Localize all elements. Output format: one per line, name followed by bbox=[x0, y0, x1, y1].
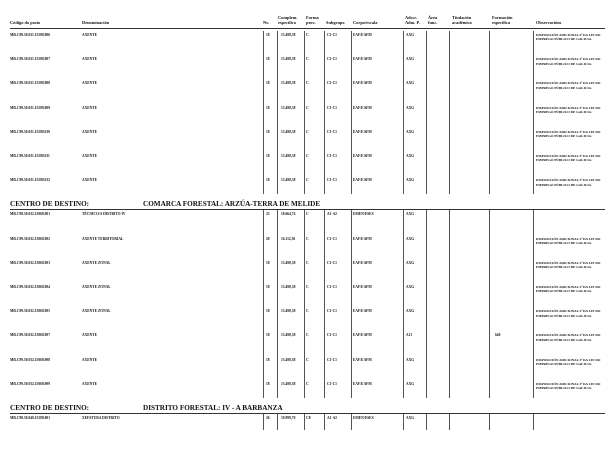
header-forma-1: Forma bbox=[306, 15, 319, 20]
cell-nv: 18 bbox=[266, 285, 270, 289]
column-divider bbox=[304, 31, 305, 194]
cell-corpo: EAF/EAFM bbox=[353, 309, 372, 314]
cell-adscr: A11 bbox=[406, 333, 412, 338]
column-divider bbox=[351, 414, 352, 430]
cell-denominacion: XEFATURA DISTRITO bbox=[82, 416, 120, 420]
cell-subgrupo: C1-C1 bbox=[327, 33, 337, 37]
header-formacion-2: específica bbox=[492, 20, 511, 25]
cell-complem: 19.999,70 bbox=[281, 416, 296, 420]
cell-observacions: DISPOSICIÓN ADICIONAL 5ª DA LEI DO EMPREGO PÚBLICO DE GALICIA. bbox=[536, 381, 601, 391]
cell-code: MR.C99.50.040.15588.001 bbox=[10, 416, 51, 420]
cell-subgrupo: C1-C1 bbox=[327, 105, 337, 110]
cell-subgrupo: A1-A2 bbox=[327, 416, 337, 420]
cell-adscr: AXG bbox=[406, 57, 414, 62]
cell-forma: C bbox=[306, 81, 309, 86]
cell-subgrupo: A1-A2 bbox=[327, 212, 337, 217]
cell-observacions: DISPOSICIÓN ADICIONAL 5ª DA LEI DO EMPREGO PÚBLICO DE GALICIA. bbox=[536, 105, 601, 114]
cell-adscr: AXG bbox=[406, 416, 414, 420]
cell-nv: 18 bbox=[266, 381, 270, 386]
cell-code: MR.C99.50.031.15588.010 bbox=[10, 129, 51, 134]
cell-denominacion: AXENTE bbox=[82, 333, 97, 338]
cell-forma: C bbox=[306, 260, 309, 265]
table-row bbox=[0, 416, 615, 456]
cell-forma: C bbox=[306, 357, 309, 362]
column-divider bbox=[324, 31, 325, 194]
cell-complem: 13.498,38 bbox=[281, 154, 296, 158]
section-label: CENTRO DE DESTINO: bbox=[10, 404, 90, 412]
cell-complem: 13.498,38 bbox=[281, 309, 296, 314]
section-value: COMARCA FORESTAL: ARZÚA-TERRA DE MELIDE bbox=[143, 200, 321, 209]
cell-subgrupo: C1-C1 bbox=[327, 57, 337, 62]
cell-denominacion: AXENTE TERRITORIAL bbox=[82, 236, 124, 241]
cell-forma: C bbox=[306, 33, 309, 37]
header-area-1: Área bbox=[428, 15, 438, 20]
column-divider bbox=[449, 210, 450, 398]
cell-nv: 26 bbox=[266, 416, 270, 420]
cell-complem: 13.498,38 bbox=[281, 105, 296, 110]
column-divider bbox=[489, 210, 490, 398]
cell-denominacion: AXENTE bbox=[82, 33, 97, 37]
cell-adscr: AXG bbox=[406, 105, 414, 110]
cell-adscr: AXG bbox=[406, 33, 414, 37]
cell-subgrupo: C1-C1 bbox=[327, 129, 337, 134]
column-divider bbox=[533, 31, 534, 194]
header-rule bbox=[10, 28, 605, 29]
cell-nv: 18 bbox=[266, 178, 270, 183]
section-heading bbox=[10, 404, 283, 412]
header-corpo: Corpo/escala bbox=[353, 20, 378, 25]
cell-observacions: DISPOSICIÓN ADICIONAL 5ª DA LEI DO EMPREGO PÚBLICO DE GALICIA. bbox=[536, 129, 601, 139]
section-rule bbox=[10, 209, 605, 210]
column-divider bbox=[426, 210, 427, 398]
column-divider bbox=[324, 414, 325, 430]
column-divider bbox=[351, 210, 352, 398]
cell-code: MR.C99.50.031.15588.006 bbox=[10, 33, 51, 37]
cell-nv: 18 bbox=[266, 357, 270, 362]
cell-denominacion: AXENTE bbox=[82, 154, 97, 158]
section-heading bbox=[10, 200, 321, 209]
cell-corpo: EMEN/ESES bbox=[353, 212, 374, 217]
header-adscr-2: Adm. P. bbox=[405, 20, 420, 25]
cell-observacions: DISPOSICIÓN ADICIONAL 5ª DA LEI DO EMPREGO PÚBLICO DE GALICIA. bbox=[536, 81, 601, 90]
column-divider bbox=[489, 414, 490, 430]
column-divider bbox=[304, 210, 305, 398]
cell-code: MR.C99.50.031.15588.009 bbox=[10, 105, 51, 110]
cell-corpo: EAF/EAFM bbox=[353, 333, 372, 338]
cell-code: MR.C99.50.032.15068.002 bbox=[10, 236, 51, 241]
cell-subgrupo: C1-C1 bbox=[327, 260, 337, 265]
header-forma-2: prov. bbox=[306, 20, 316, 25]
cell-nv: 18 bbox=[266, 33, 270, 37]
cell-formacion: 640 bbox=[495, 333, 501, 338]
header-adscr-1: Adscr. bbox=[405, 15, 417, 20]
cell-forma: C bbox=[306, 285, 309, 289]
column-divider bbox=[304, 414, 305, 430]
cell-forma: C bbox=[306, 57, 309, 62]
section-label: CENTRO DE DESTINO: bbox=[10, 200, 90, 209]
cell-denominacion: AXENTE bbox=[82, 178, 97, 183]
cell-denominacion: AXENTE bbox=[82, 357, 97, 362]
cell-forma: C bbox=[306, 129, 309, 134]
cell-corpo: EAF/EAFM bbox=[353, 381, 372, 386]
cell-nv: 18 bbox=[266, 129, 270, 134]
cell-adscr: AXG bbox=[406, 178, 414, 183]
cell-subgrupo: C1-C1 bbox=[327, 381, 337, 386]
cell-denominacion: AXENTE ZONAL bbox=[82, 285, 111, 289]
header-titulacion-2: académica bbox=[452, 20, 472, 25]
cell-corpo: EAF/EAFM bbox=[353, 285, 372, 289]
cell-corpo: EAF/EAFM bbox=[353, 260, 372, 265]
cell-subgrupo: C1-C1 bbox=[327, 81, 337, 86]
cell-nv: 18 bbox=[266, 260, 270, 265]
cell-complem: 13.498,38 bbox=[281, 81, 296, 86]
header-nv: Nv. bbox=[263, 20, 270, 25]
cell-code: MR.C99.50.031.15588.008 bbox=[10, 81, 51, 86]
cell-corpo: EAF/EAFM bbox=[353, 57, 372, 62]
header-observacions: Observacións bbox=[536, 20, 562, 25]
cell-adscr: AXG bbox=[406, 309, 414, 314]
header-subgrupo: Subgrupo bbox=[326, 20, 345, 25]
cell-denominacion: AXENTE bbox=[82, 129, 97, 134]
cell-corpo: EAF/EAFM bbox=[353, 178, 372, 183]
cell-forma: C bbox=[306, 333, 309, 338]
cell-adscr: AXG bbox=[406, 285, 414, 289]
cell-subgrupo: C1-C1 bbox=[327, 178, 337, 183]
column-divider bbox=[449, 31, 450, 194]
cell-forma: C bbox=[306, 178, 309, 183]
cell-code: MR.C99.50.032.15068.005 bbox=[10, 309, 51, 314]
cell-code: MR.C99.50.031.15588.007 bbox=[10, 57, 51, 62]
cell-denominacion: AXENTE bbox=[82, 105, 97, 110]
cell-complem: 13.498,38 bbox=[281, 178, 296, 183]
cell-code: MR.C99.50.032.15068.009 bbox=[10, 381, 51, 386]
cell-forma: C bbox=[306, 154, 309, 158]
cell-adscr: AXG bbox=[406, 129, 414, 134]
cell-nv: 18 bbox=[266, 105, 270, 110]
cell-code: MR.C99.50.031.15588.012 bbox=[10, 178, 51, 183]
cell-observacions: DISPOSICIÓN ADICIONAL 5ª DA LEI DO EMPREGO PÚBLICO DE GALICIA. bbox=[536, 57, 601, 66]
cell-subgrupo: C1-C1 bbox=[327, 285, 337, 289]
cell-subgrupo: C1-C1 bbox=[327, 309, 337, 314]
cell-subgrupo: C1-C1 bbox=[327, 333, 337, 338]
cell-adscr: AXG bbox=[406, 154, 414, 158]
cell-observacions: DISPOSICIÓN ADICIONAL 5ª DA LEI DO EMPREGO PÚBLICO DE GALICIA. bbox=[536, 154, 601, 163]
cell-complem: 13.498,38 bbox=[281, 260, 296, 265]
cell-complem: 13.498,38 bbox=[281, 381, 296, 386]
cell-forma: C bbox=[306, 381, 309, 386]
header-formacion-1: Formación bbox=[492, 15, 513, 20]
cell-denominacion: AXENTE bbox=[82, 81, 97, 86]
column-divider bbox=[324, 210, 325, 398]
cell-adscr: AXG bbox=[406, 381, 414, 386]
cell-nv: 18 bbox=[266, 154, 270, 158]
cell-nv: 18 bbox=[266, 333, 270, 338]
cell-code: MR.C99.50.031.15588.011 bbox=[10, 154, 50, 158]
cell-observacions: DISPOSICIÓN ADICIONAL 5ª DA LEI DO EMPREGO PÚBLICO DE GALICIA. bbox=[536, 260, 601, 270]
cell-subgrupo: C1-C1 bbox=[327, 236, 337, 241]
cell-complem: 13.498,38 bbox=[281, 129, 296, 134]
cell-corpo: EMEN/ESES bbox=[353, 416, 374, 420]
column-divider bbox=[449, 414, 450, 430]
cell-adscr: AXG bbox=[406, 236, 414, 241]
column-divider bbox=[426, 414, 427, 430]
cell-forma: CE bbox=[306, 416, 311, 420]
cell-observacions: DISPOSICIÓN ADICIONAL 5ª DA LEI DO EMPREGO PÚBLICO DE GALICIA. bbox=[536, 178, 601, 187]
cell-observacions: DISPOSICIÓN ADICIONAL 5ª DA LEI DO EMPREGO PÚBLICO DE GALICIA. bbox=[536, 309, 601, 318]
column-divider bbox=[351, 31, 352, 194]
cell-complem: 18.664,74 bbox=[281, 212, 296, 217]
column-divider bbox=[533, 210, 534, 398]
header-complem-1: Complem. bbox=[278, 15, 298, 20]
column-divider bbox=[426, 31, 427, 194]
cell-code: MR.C99.50.032.15068.003 bbox=[10, 260, 51, 265]
header-complem-2: específico bbox=[278, 20, 297, 25]
cell-observacions: DISPOSICIÓN ADICIONAL 5ª DA LEI DO EMPREGO PÚBLICO DE GALICIA. bbox=[536, 33, 601, 42]
cell-nv: 18 bbox=[266, 309, 270, 314]
cell-complem: 13.498,38 bbox=[281, 357, 296, 362]
cell-denominacion: AXENTE ZONAL bbox=[82, 260, 111, 265]
column-divider bbox=[489, 31, 490, 194]
cell-adscr: AXG bbox=[406, 81, 414, 86]
cell-corpo: EAF/EAFM bbox=[353, 105, 372, 110]
cell-denominacion: AXENTE bbox=[82, 381, 97, 386]
cell-observacions: DISPOSICIÓN ADICIONAL 5ª DA LEI DO EMPREGO PÚBLICO DE GALICIA. bbox=[536, 357, 601, 366]
cell-corpo: EAF/EAFM bbox=[353, 236, 372, 241]
cell-code: MR.C99.50.032.15068.007 bbox=[10, 333, 51, 338]
header-codigo: Código do posto bbox=[10, 20, 41, 25]
cell-code: MR.C99.50.032.15068.004 bbox=[10, 285, 51, 289]
cell-observacions: DISPOSICIÓN ADICIONAL 5ª DA LEI DO EMPREGO PÚBLICO DE GALICIA. bbox=[536, 285, 601, 294]
column-divider bbox=[263, 414, 264, 430]
column-divider bbox=[403, 210, 404, 398]
cell-corpo: EAF/EAFM bbox=[353, 129, 372, 134]
cell-denominacion: AXENTE ZONAL bbox=[82, 309, 111, 314]
cell-corpo: EAF/EAFM bbox=[353, 33, 372, 37]
column-divider bbox=[403, 414, 404, 430]
cell-adscr: AXG bbox=[406, 357, 414, 362]
cell-code: MR.C99.50.032.15068.001 bbox=[10, 212, 51, 217]
cell-subgrupo: C1-C1 bbox=[327, 154, 337, 158]
cell-corpo: EAF/EAFM bbox=[353, 81, 372, 86]
header-area-2: func. bbox=[428, 20, 438, 25]
cell-nv: 18 bbox=[266, 57, 270, 62]
cell-corpo: EAF/EAFM bbox=[353, 357, 372, 362]
cell-complem: 13.498,38 bbox=[281, 57, 296, 62]
cell-forma: C bbox=[306, 309, 309, 314]
cell-adscr: AXG bbox=[406, 260, 414, 265]
section-value: DISTRITO FORESTAL: IV - A BARBANZA bbox=[143, 404, 283, 412]
cell-forma: C bbox=[306, 236, 309, 241]
column-divider bbox=[277, 414, 278, 430]
cell-adscr: AXG bbox=[406, 212, 414, 217]
column-divider bbox=[403, 31, 404, 194]
column-divider bbox=[277, 31, 278, 194]
cell-denominacion: AXENTE bbox=[82, 57, 97, 62]
cell-complem: 13.498,38 bbox=[281, 33, 296, 37]
column-divider bbox=[533, 414, 534, 430]
cell-complem: 13.498,38 bbox=[281, 285, 296, 289]
column-divider bbox=[277, 210, 278, 398]
cell-code: MR.C99.50.032.15068.008 bbox=[10, 357, 51, 362]
column-divider bbox=[263, 31, 264, 194]
cell-complem: 16.112,56 bbox=[281, 236, 296, 241]
cell-complem: 13.498,38 bbox=[281, 333, 296, 338]
column-divider bbox=[263, 210, 264, 398]
cell-forma: C bbox=[306, 212, 309, 217]
cell-denominacion: TÉCNICO/A DISTRITO IV bbox=[82, 212, 126, 217]
section-rule bbox=[10, 413, 605, 414]
cell-nv: 20 bbox=[266, 236, 270, 241]
cell-nv: 25 bbox=[266, 212, 270, 217]
cell-forma: C bbox=[306, 105, 309, 110]
header-titulacion-1: Titulación bbox=[452, 15, 472, 20]
cell-corpo: EAF/EAFM bbox=[353, 154, 372, 158]
cell-observacions: DISPOSICIÓN ADICIONAL 5ª DA LEI DO EMPREGO PÚBLICO DE GALICIA. bbox=[536, 333, 601, 342]
cell-observacions: DISPOSICIÓN ADICIONAL 5ª DA LEI DO EMPREGO PÚBLICO DE GALICIA. bbox=[536, 236, 601, 245]
header-denominacion: Denominación bbox=[82, 20, 110, 25]
cell-nv: 18 bbox=[266, 81, 270, 86]
cell-subgrupo: C1-C1 bbox=[327, 357, 337, 362]
